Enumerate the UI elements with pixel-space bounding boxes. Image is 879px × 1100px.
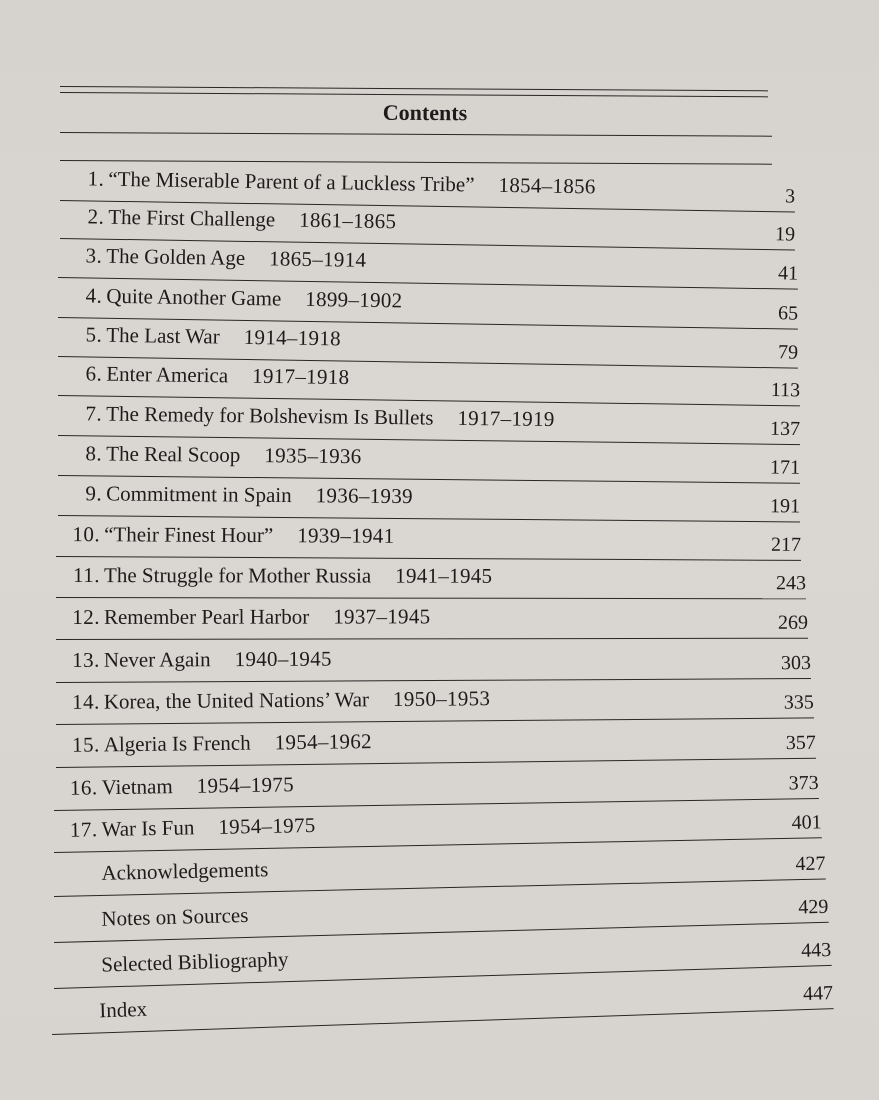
contents-entry (53, 764, 818, 810)
entry-title-text: “Their Finest Hour” (104, 522, 274, 548)
entry-number: 3. (85, 243, 103, 268)
contents-entry (56, 563, 806, 598)
entry-number: 5. (85, 322, 103, 347)
entry-page-number: 217 (771, 533, 802, 556)
entry-title (106, 284, 403, 314)
entry-years: 1954–1962 (274, 729, 373, 755)
entry-page-number: 427 (795, 852, 826, 876)
entry-title (108, 205, 396, 235)
contents-entry (58, 441, 800, 483)
entry-years: 1939–1941 (297, 523, 395, 548)
entry-title-text: Remember Pearl Harbor (103, 604, 310, 629)
entry-title-text: Index (98, 996, 148, 1023)
entry-title-text: Korea, the United Nations’ War (103, 687, 370, 714)
entry-page-number: 429 (798, 895, 829, 919)
entry-title-text: War Is Fun (101, 815, 195, 842)
entry-title (106, 481, 413, 509)
entry-years: 1937–1945 (333, 604, 431, 629)
entry-page-number: 335 (783, 691, 814, 714)
entry-page-number: 19 (774, 223, 796, 246)
entry-years: 1899–1902 (305, 286, 403, 313)
entry-title (99, 997, 148, 1024)
entry-title (104, 647, 332, 673)
contents-entry (58, 401, 800, 444)
contents-entry (56, 522, 801, 560)
entry-title-text: Algeria Is French (103, 730, 251, 757)
entry-page-number: 447 (802, 982, 834, 1006)
entry-number (53, 953, 97, 954)
entry-page-number: 113 (770, 378, 801, 402)
entry-number: 10. (72, 522, 101, 547)
entry-number (53, 861, 97, 862)
entry-title (104, 604, 431, 630)
entry-page-number: 443 (800, 938, 832, 962)
entry-years: 1954–1975 (196, 772, 295, 798)
entry-page-number: 357 (785, 731, 816, 755)
entry-years: 1914–1918 (243, 324, 342, 351)
entry-number: 7. (85, 401, 103, 426)
entry-years: 1954–1975 (218, 812, 316, 839)
entry-years: 1941–1945 (395, 563, 493, 588)
entry-title-text: The First Challenge (108, 204, 276, 232)
entry-rule (56, 597, 806, 599)
entry-title (101, 947, 289, 978)
entry-number (51, 999, 95, 1000)
entry-title-text: Quite Another Game (106, 283, 282, 311)
entry-title (101, 903, 249, 932)
entry-number: 2. (87, 204, 105, 229)
entry-title-text: The Struggle for Mother Russia (104, 563, 372, 588)
entry-title (101, 813, 315, 842)
entry-page-number: 171 (770, 456, 801, 479)
entry-rule (56, 717, 814, 725)
contents-entry (56, 724, 816, 767)
contents-entry (56, 604, 808, 639)
entry-number: 9. (85, 481, 103, 506)
contents-entry (58, 322, 798, 368)
entry-number: 8. (85, 441, 103, 466)
contents-entry (58, 283, 798, 329)
entry-page-number: 401 (791, 811, 822, 834)
entry-title (104, 563, 492, 589)
entry-rule (58, 515, 800, 522)
entry-rule (56, 556, 801, 561)
entry-years: 1935–1936 (264, 443, 362, 469)
page-title: Contents (382, 99, 468, 126)
entry-title (101, 857, 268, 886)
entry-title-text: The Golden Age (106, 243, 246, 270)
entry-page-number: 191 (770, 495, 801, 518)
entry-page-number: 243 (776, 572, 807, 595)
entry-title-text: The Last War (106, 322, 220, 349)
entry-years: 1917–1919 (457, 405, 555, 432)
entry-rule (56, 638, 808, 640)
entry-title-text: Selected Bibliography (100, 947, 289, 977)
entry-title-text: Enter America (106, 361, 229, 388)
header-rule-under (60, 160, 772, 165)
contents-entry (53, 844, 826, 896)
entry-title (106, 323, 341, 352)
entry-title-text: Commitment in Spain (106, 481, 292, 508)
contents-entry (58, 481, 800, 521)
entry-number: 16. (69, 775, 98, 800)
entry-years: 1940–1945 (234, 646, 332, 672)
entry-title-text: Acknowledgements (101, 857, 269, 885)
entry-title (104, 522, 394, 549)
entry-years: 1917–1918 (251, 363, 350, 390)
entry-years: 1861–1865 (298, 207, 397, 234)
entry-number: 6. (85, 361, 103, 386)
entry-page-number: 3 (784, 185, 796, 208)
entry-page-number: 303 (780, 652, 811, 675)
entry-title-text: Never Again (103, 647, 211, 672)
entry-rule (56, 678, 811, 683)
entry-title (108, 167, 596, 200)
entry-number: 15. (71, 732, 100, 757)
entry-title (104, 729, 372, 757)
entry-years: 1936–1939 (315, 483, 414, 509)
entry-title (106, 362, 349, 390)
entry-page-number: 41 (777, 262, 799, 285)
entry-page-number: 269 (777, 611, 808, 634)
entry-years: 1854–1856 (498, 172, 596, 199)
entry-page-number: 65 (777, 302, 799, 325)
contents-entry (58, 361, 800, 405)
entry-years: 1865–1914 (268, 246, 367, 272)
entry-number: 4. (85, 283, 103, 308)
entry-title (106, 402, 555, 432)
entry-page-number: 79 (777, 341, 799, 364)
entry-years: 1950–1953 (392, 686, 491, 712)
entry-number: 14. (71, 689, 100, 714)
header-rule-bottom (60, 132, 772, 137)
contents-entry (56, 683, 814, 724)
entry-page-number: 137 (769, 417, 801, 441)
entry-title-text: The Remedy for Bolshevism Is Bullets (106, 401, 434, 430)
entry-number: 11. (73, 563, 101, 588)
entry-title-text: Vietnam (101, 774, 173, 800)
entry-title-text: The Real Scoop (106, 441, 241, 467)
entry-title-text: Notes on Sources (101, 902, 249, 931)
entry-number: 12. (72, 604, 100, 629)
entry-rule (52, 1008, 834, 1035)
contents-entry (60, 166, 795, 212)
header-rule-second (60, 92, 768, 97)
contents-entry (53, 803, 822, 852)
entry-title (106, 442, 362, 470)
entry-title (104, 686, 491, 714)
entry-number (53, 907, 97, 908)
header-rule-top (60, 86, 768, 91)
entry-page-number: 373 (788, 771, 819, 795)
entry-title (106, 244, 366, 273)
entry-number: 13. (72, 647, 100, 672)
entry-number: 1. (87, 166, 105, 191)
entry-title (101, 772, 294, 800)
contents-entry (56, 644, 811, 682)
entry-number: 17. (69, 817, 98, 842)
entry-title-text: “The Miserable Parent of a Luckless Tribe” (108, 166, 475, 197)
contents-entry (58, 243, 798, 289)
